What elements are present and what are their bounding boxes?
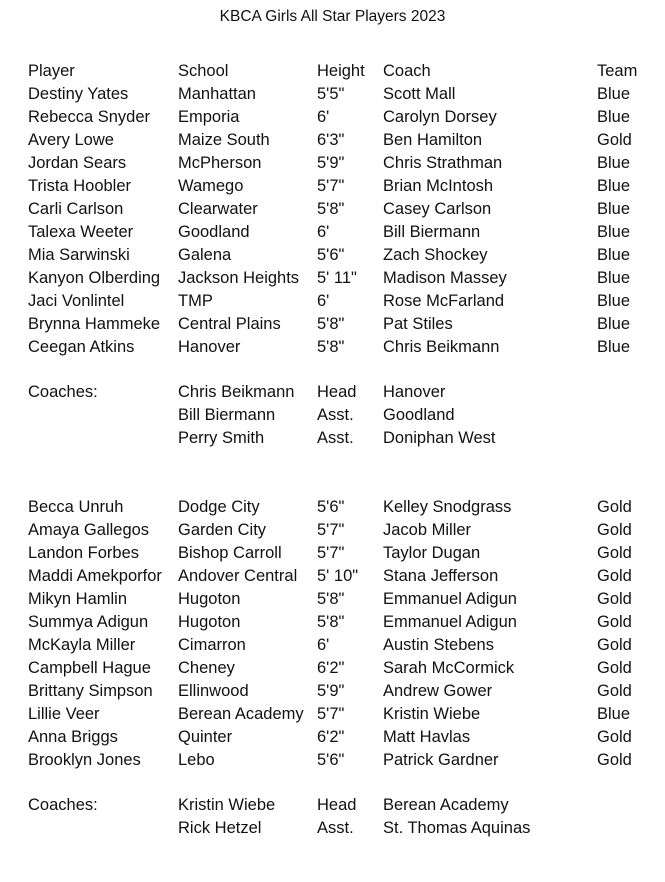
team-name: Gold [597, 544, 632, 562]
team-name: Blue [597, 269, 631, 287]
team-name: Gold [597, 751, 632, 769]
school-name: McPherson [178, 154, 262, 172]
team-name: Blue [597, 292, 631, 310]
coach-name: Andrew Gower [383, 682, 493, 700]
player-name: Anna Briggs [28, 728, 118, 746]
player-height: 5'6" [317, 246, 345, 264]
school-name: Cheney [178, 659, 235, 677]
player-name: Campbell Hague [28, 659, 151, 677]
player-row [0, 542, 665, 565]
coach-name: Bill Biermann [383, 223, 481, 241]
coaches-block-2 [0, 794, 665, 840]
player-height: 5' 10" [317, 567, 359, 585]
player-row [0, 290, 665, 313]
coach-row [0, 427, 665, 450]
player-row [0, 749, 665, 772]
team-name: Blue [597, 108, 631, 126]
coach-name: Taylor Dugan [383, 544, 481, 562]
header-coach: Coach [383, 62, 431, 80]
team-name: Blue [597, 200, 631, 218]
coach-name: Brian McIntosh [383, 177, 494, 195]
player-height: 5'8" [317, 315, 345, 333]
coaches-label: Coaches: [28, 383, 98, 401]
coach-name: Austin Stebens [383, 636, 494, 654]
coach-row [0, 381, 665, 404]
player-row [0, 519, 665, 542]
player-name: Landon Forbes [28, 544, 139, 562]
player-name: Becca Unruh [28, 498, 124, 516]
header-height: Height [317, 62, 365, 80]
school-name: Cimarron [178, 636, 246, 654]
staff-name: Perry Smith [178, 429, 265, 447]
player-row [0, 657, 665, 680]
coach-name: Madison Massey [383, 269, 507, 287]
coach-name: Kelley Snodgrass [383, 498, 512, 516]
coaches-label: Coaches: [28, 796, 98, 814]
team-name: Gold [597, 682, 632, 700]
header-school: School [178, 62, 229, 80]
team-name: Blue [597, 315, 631, 333]
school-name: Central Plains [178, 315, 281, 333]
player-row [0, 152, 665, 175]
player-height: 5'9" [317, 154, 345, 172]
players-table-2 [0, 496, 665, 772]
player-height: 6' [317, 223, 330, 241]
player-row [0, 703, 665, 726]
team-name: Blue [597, 246, 631, 264]
staff-school: Hanover [383, 383, 446, 401]
coach-name: Chris Strathman [383, 154, 503, 172]
team-name: Gold [597, 728, 632, 746]
school-name: Hanover [178, 338, 241, 356]
header-player: Player [28, 62, 75, 80]
player-name: Ceegan Atkins [28, 338, 135, 356]
staff-school: Goodland [383, 406, 455, 424]
player-height: 6'3" [317, 131, 345, 149]
coach-name: Pat Stiles [383, 315, 453, 333]
staff-role: Asst. [317, 406, 354, 424]
player-name: Talexa Weeter [28, 223, 134, 241]
player-height: 6'2" [317, 659, 345, 677]
player-height: 5'6" [317, 751, 345, 769]
staff-name: Kristin Wiebe [178, 796, 276, 814]
player-name: Jordan Sears [28, 154, 127, 172]
player-name: Amaya Gallegos [28, 521, 150, 539]
player-height: 6' [317, 636, 330, 654]
staff-school: Berean Academy [383, 796, 509, 814]
school-name: Bishop Carroll [178, 544, 282, 562]
coach-name: Ben Hamilton [383, 131, 483, 149]
player-name: Destiny Yates [28, 85, 129, 103]
player-row [0, 726, 665, 749]
school-name: Clearwater [178, 200, 258, 218]
player-height: 5'7" [317, 177, 345, 195]
school-name: Garden City [178, 521, 267, 539]
player-row [0, 680, 665, 703]
team-name: Gold [597, 590, 632, 608]
team-name: Blue [597, 85, 631, 103]
coach-name: Kristin Wiebe [383, 705, 481, 723]
school-name: Hugoton [178, 613, 241, 631]
player-height: 5'8" [317, 338, 345, 356]
player-name: Avery Lowe [28, 131, 114, 149]
player-name: Brynna Hammeke [28, 315, 161, 333]
player-row [0, 221, 665, 244]
player-row [0, 565, 665, 588]
coach-name: Emmanuel Adigun [383, 613, 517, 631]
player-name: Summya Adigun [28, 613, 149, 631]
coach-name: Carolyn Dorsey [383, 108, 497, 126]
header-row [0, 60, 665, 83]
player-height: 6' [317, 108, 330, 126]
player-name: Maddi Amekporfor [28, 567, 162, 585]
player-name: Mia Sarwinski [28, 246, 130, 264]
staff-name: Rick Hetzel [178, 819, 262, 837]
player-row [0, 267, 665, 290]
player-height: 5'7" [317, 544, 345, 562]
player-name: Brittany Simpson [28, 682, 153, 700]
player-name: Carli Carlson [28, 200, 124, 218]
player-height: 5'5" [317, 85, 345, 103]
school-name: Lebo [178, 751, 215, 769]
player-height: 5'6" [317, 498, 345, 516]
team-name: Blue [597, 177, 631, 195]
team-name: Blue [597, 223, 631, 241]
player-height: 5' 11" [317, 269, 357, 287]
player-height: 5'7" [317, 705, 345, 723]
player-name: Rebecca Snyder [28, 108, 150, 126]
player-height: 5'9" [317, 682, 345, 700]
coaches-block-1 [0, 381, 665, 450]
school-name: Jackson Heights [178, 269, 300, 287]
staff-school: St. Thomas Aquinas [383, 819, 531, 837]
staff-role: Asst. [317, 819, 354, 837]
school-name: Emporia [178, 108, 240, 126]
player-height: 6' [317, 292, 330, 310]
team-name: Gold [597, 567, 632, 585]
player-name: McKayla Miller [28, 636, 136, 654]
team-name: Gold [597, 131, 632, 149]
school-name: Berean Academy [178, 705, 304, 723]
staff-role: Asst. [317, 429, 354, 447]
players-table-1 [0, 83, 665, 359]
player-name: Jaci Vonlintel [28, 292, 125, 310]
player-height: 5'7" [317, 521, 345, 539]
team-name: Gold [597, 636, 632, 654]
coach-name: Jacob Miller [383, 521, 472, 539]
team-name: Gold [597, 659, 632, 677]
school-name: Maize South [178, 131, 270, 149]
school-name: Andover Central [178, 567, 298, 585]
coach-name: Patrick Gardner [383, 751, 499, 769]
coach-name: Stana Jefferson [383, 567, 499, 585]
player-row [0, 313, 665, 336]
player-row [0, 244, 665, 267]
school-name: Ellinwood [178, 682, 249, 700]
player-row [0, 588, 665, 611]
school-name: Galena [178, 246, 232, 264]
coach-name: Emmanuel Adigun [383, 590, 517, 608]
player-row [0, 175, 665, 198]
player-row [0, 336, 665, 359]
player-row [0, 83, 665, 106]
staff-role: Head [317, 383, 357, 401]
coach-row [0, 817, 665, 840]
coach-name: Sarah McCormick [383, 659, 515, 677]
player-row [0, 198, 665, 221]
player-row [0, 634, 665, 657]
coach-name: Zach Shockey [383, 246, 488, 264]
coach-row [0, 404, 665, 427]
player-row [0, 611, 665, 634]
page-title: KBCA Girls All Star Players 2023 [219, 8, 446, 25]
school-name: Quinter [178, 728, 233, 746]
player-height: 5'8" [317, 200, 345, 218]
player-name: Kanyon Olberding [28, 269, 161, 287]
player-name: Brooklyn Jones [28, 751, 141, 769]
player-height: 5'8" [317, 613, 345, 631]
team-name: Blue [597, 338, 631, 356]
team-name: Blue [597, 154, 631, 172]
coach-name: Matt Havlas [383, 728, 471, 746]
team-name: Gold [597, 498, 632, 516]
school-name: Goodland [178, 223, 250, 241]
school-name: Dodge City [178, 498, 260, 516]
team-name: Gold [597, 613, 632, 631]
player-row [0, 129, 665, 152]
staff-school: Doniphan West [383, 429, 496, 447]
player-name: Lillie Veer [28, 705, 100, 723]
school-name: Manhattan [178, 85, 256, 103]
coach-row [0, 794, 665, 817]
staff-name: Bill Biermann [178, 406, 276, 424]
coach-name: Rose McFarland [383, 292, 505, 310]
school-name: Wamego [178, 177, 244, 195]
coach-name: Chris Beikmann [383, 338, 500, 356]
coach-name: Casey Carlson [383, 200, 492, 218]
school-name: TMP [178, 292, 213, 310]
player-name: Trista Hoobler [28, 177, 132, 195]
player-row [0, 496, 665, 519]
coach-name: Scott Mall [383, 85, 456, 103]
school-name: Hugoton [178, 590, 241, 608]
header-team: Team [597, 62, 638, 80]
player-height: 6'2" [317, 728, 345, 746]
player-name: Mikyn Hamlin [28, 590, 128, 608]
staff-role: Head [317, 796, 357, 814]
staff-name: Chris Beikmann [178, 383, 295, 401]
player-row [0, 106, 665, 129]
team-name: Gold [597, 521, 632, 539]
team-name: Blue [597, 705, 631, 723]
player-height: 5'8" [317, 590, 345, 608]
